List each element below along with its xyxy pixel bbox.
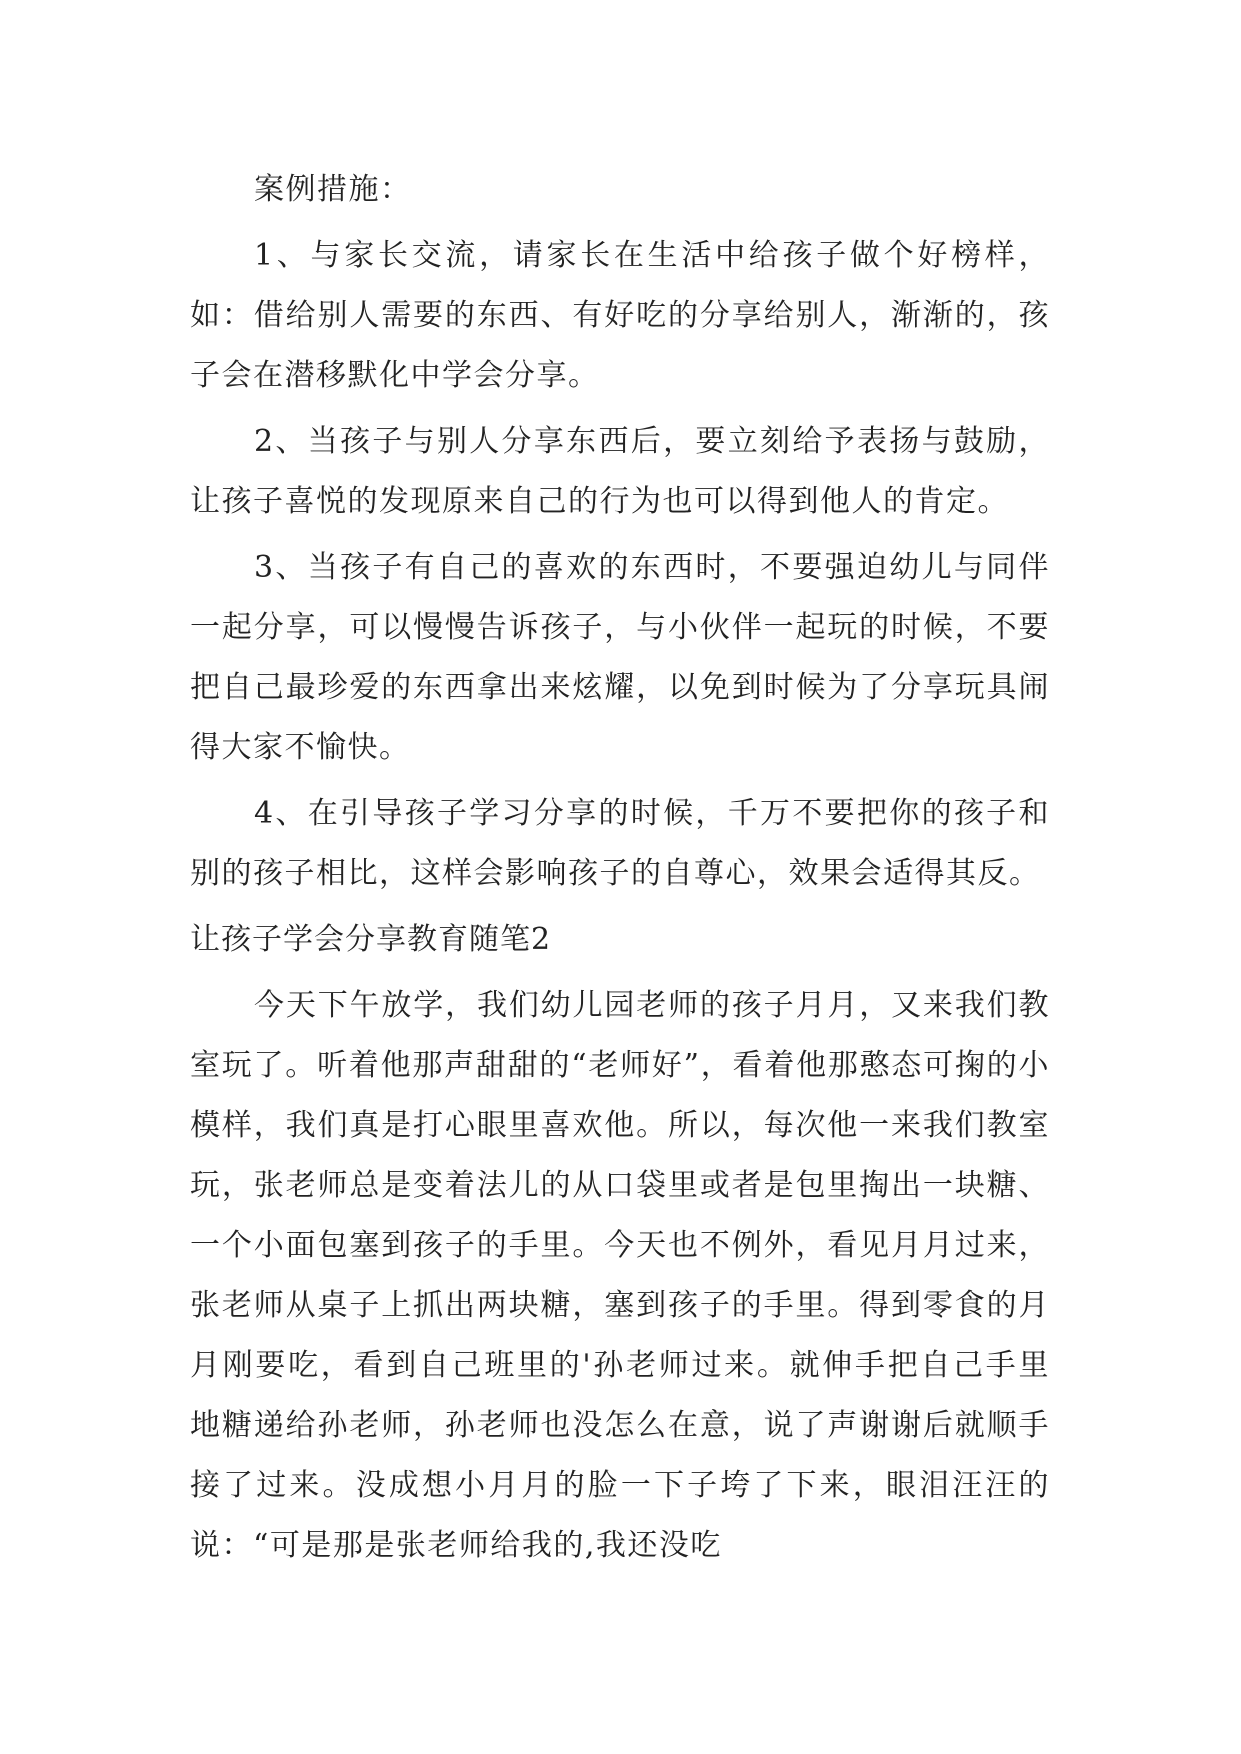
measure-item-4: 4、在引导孩子学习分享的时候，千万不要把你的孩子和别的孩子相比，这样会影响孩子的自尊心，效果会适得其反。: [190, 796, 1050, 891]
section-label-measures: 案例措施：: [254, 172, 412, 207]
measure-item-1: 1、与家长交流，请家长在生活中给孩子做个好榜样，如：借给别人需要的东西、有好吃的分享给别人，渐渐的，孩子会在潜移默化中学会分享。: [190, 238, 1050, 393]
document-body: [190, 160, 1050, 1582]
essay-paragraph: 今天下午放学，我们幼儿园老师的孩子月月，又来我们教室玩了。听着他那声甜甜的“老师好”，看着他那憨态可掬的小模样，我们真是打心眼里喜欢他。所以，每次他一来我们教室玩，张老师总是变着法儿的从口袋里或者是包里掏出一块糖、一个小面包塞到孩子的手里。今天也不例外，看见月月过来，张老师从桌子上抓出两块糖，塞到孩子的手里。得到零食的月月刚要吃，看到自己班里的'孙老师过来。就伸手把自己手里地糖递给孙老师，孙老师也没怎么在意，说了声谢谢后就顺手接了过来。没成想小月月的脸一下子垮了下来，眼泪汪汪的说：“可是那是张老师给我的,我还没吃: [190, 988, 1050, 1563]
measure-item-2: 2、当孩子与别人分享东西后，要立刻给予表扬与鼓励，让孩子喜悦的发现原来自己的行为也可以得到他人的肯定。: [190, 424, 1050, 519]
measure-item-3: 3、当孩子有自己的喜欢的东西时，不要强迫幼儿与同伴一起分享，可以慢慢告诉孩子，与小伙伴一起玩的时候，不要把自己最珍爱的东西拿出来炫耀，以免到时候为了分享玩具闹得大家不愉快。: [190, 550, 1050, 765]
essay-title: 让孩子学会分享教育随笔2: [190, 922, 552, 957]
